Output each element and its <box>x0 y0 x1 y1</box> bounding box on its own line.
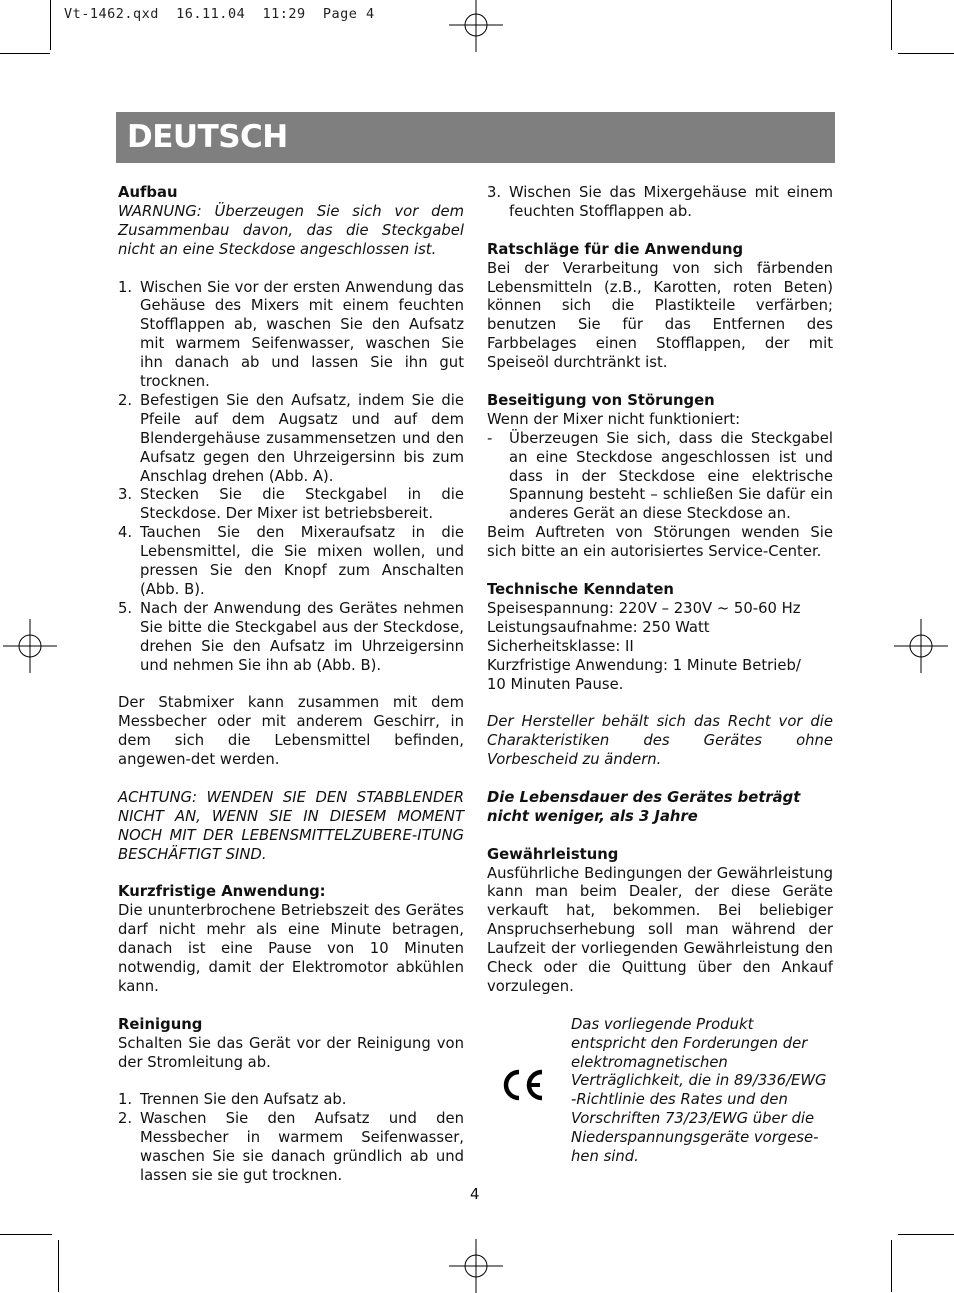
list-item: 1. Trennen Sie den Aufsatz ab. <box>118 1091 347 1109</box>
assembly-steps <box>118 279 464 676</box>
crop-mark <box>50 0 51 50</box>
section-heading-tech-data: Technische Kenndaten <box>487 580 674 598</box>
crop-mark <box>58 1240 59 1292</box>
list-item: 3. Wischen Sie das Mixergehäuse mit einem feuchten Stofflappen ab. <box>487 184 833 220</box>
crop-mark <box>891 0 892 50</box>
crop-mark <box>898 1234 954 1235</box>
left-column <box>118 184 464 1186</box>
troubleshooting-service-note: Beim Auftreten von Störungen wenden Sie sich bitte an ein autorisiertes Service-Center. <box>487 524 833 561</box>
list-item: - Überzeugen Sie sich, dass die Steckgabel an eine Steckdose angeschlossen ist und dass in der Steckdose eine elektrische Spannung besteht – schließen Sie dafür ein anderes Gerät an diese Steckdose an. <box>487 429 833 523</box>
warranty-text: Ausführliche Bedingungen der Gewährleistung kann man beim Dealer, der diese Geräte verkauft hat, bekommen. Bei beliebiger Anspruchserhebung soll man während der Laufzeit der vorliegenden Gewährleistung den Check oder die Quittung über den Ankauf vorzulegen. <box>487 864 833 995</box>
ce-mark-container <box>487 1016 571 1167</box>
section-heading-cleaning: Reinigung <box>118 1015 203 1033</box>
list-item: 2. Befestigen Sie den Aufsatz, indem Sie die Pfeile auf dem Augsatz und auf dem Blendergehäuse zusammensetzen und den Aufsatz gegen den Uhrzeigersinn bis zum Anschlag drehen (Abb. A). <box>118 391 464 485</box>
mixer-usage-note: Der Stabmixer kann zusammen mit dem Messbecher oder mit anderem Geschirr, in dem sich die Lebensmittel befinden, angewen-det werden. <box>118 694 464 769</box>
manufacturer-note: Der Hersteller behält sich das Recht vor die Charakteristiken des Gerätes ohne Vorbescheid zu ändern. <box>487 713 833 769</box>
section-heading-troubleshooting: Beseitigung von Störungen <box>487 391 715 409</box>
crop-mark <box>0 53 50 54</box>
list-item: 2. Waschen Sie den Aufsatz und den Messbecher in warmem Seifenwasser, waschen Sie sie danach gründlich ab und lassen sie sie gut trocknen. <box>118 1110 464 1185</box>
registration-mark-left <box>3 619 57 673</box>
tech-line: Sicherheitsklasse: II <box>487 637 634 655</box>
tech-line: Leistungsaufnahme: 250 Watt <box>487 618 710 636</box>
crop-mark <box>0 1234 52 1235</box>
slug-page: Page 4 <box>322 6 375 22</box>
crop-mark <box>891 1240 892 1292</box>
ce-text: Das vorliegende Produkt entspricht den Forderungen der elektromagnetischen Verträglichkeit, die in 89/336/EWG -Richtlinie des Rates und den Vorschriften 73/23/EWG über die Niederspannungsgeräte vorgese- hen sind. <box>571 1015 827 1166</box>
slug-time: 11:29 <box>262 6 306 22</box>
short-use-text: Die ununterbrochene Betriebszeit des Gerätes darf nicht mehr als eine Minute betragen, danach ist eine Pause von 10 Minuten notwendig, damit der Elektromotor abkühlen kann. <box>118 902 464 995</box>
cleaning-text: Schalten Sie das Gerät vor der Reinigung von der Stromleitung ab. <box>118 1034 464 1071</box>
troubleshooting-intro: Wenn der Mixer nicht funktioniert: <box>487 410 741 428</box>
right-column <box>487 184 833 1167</box>
language-banner <box>116 112 835 163</box>
list-item: 5. Nach der Anwendung des Gerätes nehmen Sie bitte die Steckgabel aus der Steckdose, drehen Sie den Aufsatz im Uhrzeigersinn und nehmen Sie ihn ab (Abb. B). <box>118 599 464 674</box>
section-heading-warranty: Gewährleistung <box>487 845 619 863</box>
tech-line: 10 Minuten Pause. <box>487 675 624 693</box>
lifetime-note: Die Lebensdauer des Gerätes beträgt nicht weniger, als 3 Jahre <box>487 788 801 825</box>
registration-mark-right <box>894 619 948 673</box>
list-item: 3. Stecken Sie die Steckgabel in die Steckdose. Der Mixer ist betriebsbereit. <box>118 486 464 523</box>
section-heading-aufbau: Aufbau <box>118 184 178 201</box>
list-item: 4. Tauchen Sie den Mixeraufsatz in die Lebensmittel, die Sie mixen wollen, und pressen Sie den Knopf zum Anschalten (Abb. B). <box>118 524 464 599</box>
registration-mark-top <box>449 0 503 52</box>
assembly-warning: WARNUNG: Überzeugen Sie sich vor dem Zusammenbau davon, das die Steckgabel nicht an eine Steckdose angeschlossen ist. <box>118 202 464 258</box>
caution-notice: ACHTUNG: WENDEN SIE DEN STABBLENDER NICHT AN, WENN SIE IN DIESEM MOMENT NOCH MIT DER LEBENSMITTELZUBERE-ITUNG BESCHÄFTIGT SIND. <box>118 788 464 863</box>
crop-mark <box>898 53 954 54</box>
registration-mark-bottom <box>449 1239 503 1293</box>
section-heading-short-use: Kurzfristige Anwendung: <box>118 883 326 901</box>
tech-line: Speisespannung: 220V – 230V ~ 50-60 Hz <box>487 599 801 617</box>
banner-title: DEUTSCH <box>127 119 288 155</box>
tech-line: Kurzfristige Anwendung: 1 Minute Betrieb/ <box>487 656 801 674</box>
page-number: 4 <box>470 1186 480 1203</box>
cleaning-steps <box>118 1091 464 1186</box>
ce-mark-icon <box>500 1068 546 1102</box>
list-item: 1. Wischen Sie vor der ersten Anwendung das Gehäuse des Mixers mit einem feuchten Stofflappen ab, waschen Sie den Aufsatz mit warmem Seifenwasser, waschen Sie ihn danach ab und lassen Sie ihn gut trocknen. <box>118 278 464 391</box>
tips-text: Bei der Verarbeitung von sich färbenden Lebensmitteln (z.B., Karotten, roten Beten) können sich die Plastikteile verfärben; benutzen Sie für das Entfernen des Farbbelages einen Stofflappen, der mit Speiseöl durchtränkt ist. <box>487 259 833 372</box>
print-slug <box>64 6 375 22</box>
ce-declaration <box>487 1016 833 1167</box>
section-heading-tips: Ratschläge für die Anwendung <box>487 240 744 258</box>
slug-file: Vt-1462.qxd <box>64 6 159 22</box>
slug-date: 16.11.04 <box>176 6 246 22</box>
